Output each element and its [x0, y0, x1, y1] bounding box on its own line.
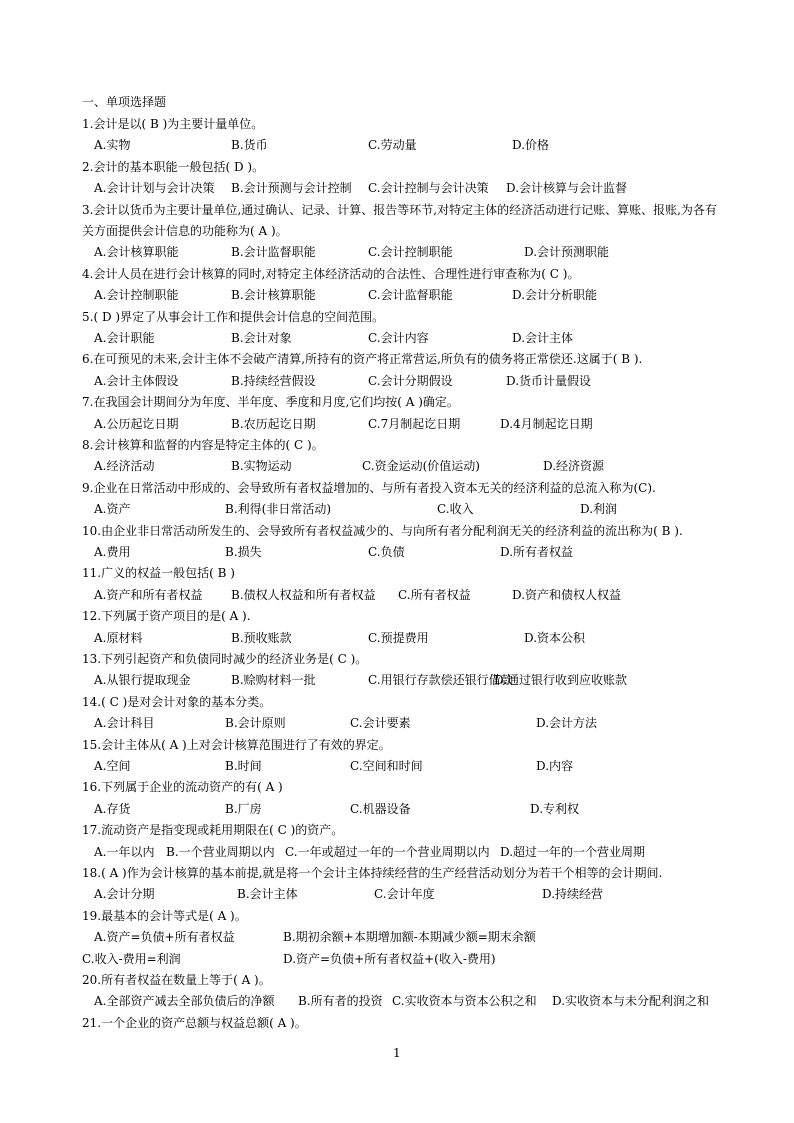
- option-item: C.负债: [368, 545, 405, 559]
- option-item: D.价格: [512, 138, 550, 153]
- question-line: [82, 823, 722, 837]
- options-line: [0, 588, 794, 602]
- question-line: [82, 566, 722, 580]
- option-item: A.空间: [94, 759, 131, 773]
- option-item: D.经济资源: [543, 459, 605, 474]
- question-text: 6.在可预见的未来,会计主体不会破产清算,所持有的资产将正常营运,所负有的债务将正常偿还.这属于( B ).: [82, 352, 643, 367]
- option-item: B.农历起讫日期: [231, 416, 316, 431]
- options-line: [0, 759, 794, 773]
- option-item: C.一年或超过一年的一个营业周期以内: [285, 844, 490, 859]
- option-item: C.会计分期假设: [368, 373, 453, 388]
- option-item: D.所有者权益: [500, 545, 574, 559]
- option-item: C.收入: [437, 502, 474, 517]
- option-item: C.实收资本与资本公积之和: [392, 994, 537, 1009]
- option-item: D.会计分析职能: [512, 288, 598, 303]
- option-item: A.从银行提取现金: [94, 673, 191, 688]
- question-text: 13.下列引起资产和负债同时减少的经济业务是( C )。: [82, 652, 368, 666]
- options-line: [0, 181, 794, 195]
- option-item: D.内容: [536, 759, 574, 773]
- option-item: A.资产和所有者权益: [94, 587, 203, 602]
- options-line: [0, 930, 794, 944]
- option-item: A.存货: [94, 801, 131, 816]
- question-text: 18.( A )作为会计核算的基本前提,就是将一个会计主体持续经营的生产经营活动划分为若干个相等的会计期间.: [82, 866, 663, 880]
- question-text: 5.( D )界定了从事会计工作和提供会计信息的空间范围。: [82, 309, 385, 324]
- option-item: D.资产和债权人权益: [512, 587, 622, 602]
- option-item: A.费用: [94, 545, 131, 559]
- option-item: B.损失: [225, 545, 262, 559]
- option-item: A.实物: [94, 138, 131, 153]
- option-item: C.机器设备: [350, 801, 411, 816]
- option-item: D.4月制起讫日期: [500, 416, 593, 431]
- option-item: D.资本公积: [524, 630, 586, 645]
- question-line: [82, 652, 722, 666]
- question-text: 16.下列属于企业的流动资产的有( A ): [82, 780, 283, 795]
- option-item: B.预收账款: [231, 630, 292, 645]
- question-text: 17.流动资产是指变现或耗用期限在( C )的资产。: [82, 823, 344, 838]
- option-item: A.会计科目: [94, 716, 155, 731]
- question-text: 3.会计以货币为主要计量单位,通过确认、记录、计算、报告等环节,对特定主体的经济活动进行记账、算账、报账,为各有: [82, 202, 717, 217]
- question-line: [82, 973, 722, 987]
- options-line: [0, 417, 794, 431]
- question-text: 11.广义的权益一般包括( B ): [82, 566, 235, 581]
- question-text: 19.最基本的会计等式是( A )。: [82, 908, 247, 923]
- question-text: 关方面提供会计信息的功能称为( A )。: [82, 224, 288, 238]
- option-item: C.会计年度: [374, 887, 435, 902]
- options-line: [0, 952, 794, 966]
- options-line: [0, 545, 794, 559]
- option-item: A.资产=负债+所有者权益: [94, 930, 235, 945]
- question-line: [82, 609, 722, 623]
- option-item: B.实物运动: [231, 459, 292, 474]
- question-line: [82, 117, 722, 131]
- options-line: [0, 502, 794, 516]
- option-item: A.全部资产减去全部负债后的净额: [94, 994, 275, 1009]
- option-item: B.会计监督职能: [231, 245, 316, 260]
- question-text: 10.由企业非日常活动所发生的、会导致所有者权益减少的、与向所有者分配利润无关的经济利益的流出称为( B ).: [82, 523, 683, 538]
- question-line: [82, 481, 722, 495]
- option-item: C.收入-费用=利润: [82, 951, 181, 966]
- section-title: 一、单项选择题: [82, 95, 167, 109]
- question-text: 14.( C )是对会计对象的基本分类。: [82, 694, 272, 709]
- option-item: D.持续经营: [542, 887, 604, 902]
- option-item: C.用银行存款偿还银行借款: [368, 673, 513, 688]
- question-line: [82, 352, 722, 366]
- options-line: [0, 631, 794, 645]
- question-text: 9.企业在日常活动中形成的、会导致所有者权益增加的、与所有者投入资本无关的经济利益的总流入称为(C).: [82, 480, 656, 495]
- options-line: [0, 994, 794, 1008]
- option-item: D.会计预测职能: [524, 245, 610, 260]
- option-item: D.实收资本与未分配利润之和: [552, 994, 710, 1009]
- question-text: 4.会计人员在进行会计核算的同时,对特定主体经济活动的合法性、合理性进行审查称为( C )。: [82, 266, 580, 281]
- option-item: A.公历起讫日期: [94, 416, 179, 431]
- question-line: [82, 438, 722, 452]
- option-item: D.会计方法: [536, 716, 598, 731]
- option-item: B.债权人权益和所有者权益: [231, 587, 376, 602]
- option-item: D.专利权: [530, 801, 580, 816]
- option-item: A.原材料: [94, 630, 143, 645]
- option-item: C.劳动量: [368, 138, 417, 153]
- option-item: D.货币计量假设: [506, 373, 592, 388]
- option-item: B.一个营业周期以内: [166, 844, 275, 859]
- option-item: D.资产=负债+所有者权益+(收入-费用): [283, 951, 496, 966]
- question-text: 2.会计的基本职能一般包括( D )。: [82, 159, 265, 174]
- options-line: [0, 331, 794, 345]
- option-item: A.资产: [94, 502, 131, 517]
- option-item: B.时间: [225, 759, 262, 773]
- question-text: 1.会计是以( B )为主要计量单位。: [82, 117, 264, 131]
- option-item: B.货币: [231, 138, 268, 153]
- question-text: 8.会计核算和监督的内容是特定主体的( C )。: [82, 438, 324, 452]
- options-line: [0, 245, 794, 259]
- option-item: C.会计监督职能: [368, 288, 453, 303]
- question-line: [82, 224, 722, 238]
- option-item: D.超过一年的一个营业周期: [500, 844, 646, 859]
- page-number: 1: [393, 1046, 401, 1060]
- question-line: [82, 160, 722, 174]
- option-item: A.一年以内: [94, 844, 155, 859]
- question-text: 7.在我国会计期间分为年度、半年度、季度和月度,它们均按( A )确定。: [82, 395, 459, 410]
- options-line: [0, 673, 794, 687]
- option-item: B.会计预测与会计控制: [231, 181, 352, 196]
- option-item: C.7月制起讫日期: [368, 416, 461, 431]
- question-text: 20.所有者权益在数量上等于( A )。: [82, 973, 271, 987]
- question-line: [82, 866, 722, 880]
- question-line: [82, 909, 722, 923]
- option-item: B.会计主体: [237, 887, 298, 902]
- question-line: [82, 524, 722, 538]
- option-item: B.会计对象: [231, 331, 292, 345]
- options-line: [0, 716, 794, 730]
- question-text: 12.下列属于资产项目的是( A ).: [82, 609, 251, 624]
- option-item: A.会计核算职能: [94, 245, 179, 260]
- option-item: C.会计控制与会计决策: [368, 181, 489, 196]
- option-item: C.会计内容: [368, 331, 429, 345]
- options-line: [0, 288, 794, 302]
- option-item: C.资金运动(价值运动): [362, 459, 480, 474]
- option-item: B.赊购材料一批: [231, 673, 316, 688]
- option-item: C.会计控制职能: [368, 245, 453, 260]
- question-text: 21.一个企业的资产总额与权益总额( A )。: [82, 1015, 307, 1030]
- option-item: B.会计核算职能: [231, 288, 316, 303]
- options-line: [0, 459, 794, 473]
- options-line: [0, 887, 794, 901]
- option-item: B.持续经营假设: [231, 373, 316, 388]
- option-item: A.经济活动: [94, 459, 155, 474]
- question-text: 15.会计主体从( A )上对会计核算范围进行了有效的界定。: [82, 737, 391, 752]
- options-line: [0, 802, 794, 816]
- option-item: D.会计核算与会计监督: [506, 181, 628, 196]
- option-item: D.通过银行收到应收账款: [494, 673, 628, 688]
- question-line: [82, 310, 722, 324]
- option-item: B.期初余额+本期增加额-本期减少额=期末余额: [283, 930, 536, 945]
- option-item: B.所有者的投资: [298, 994, 383, 1009]
- option-item: D.会计主体: [512, 331, 574, 345]
- options-line: [0, 138, 794, 152]
- question-line: [82, 395, 722, 409]
- option-item: A.会计分期: [94, 887, 155, 902]
- option-item: C.所有者权益: [398, 587, 471, 602]
- option-item: C.预提费用: [368, 630, 429, 645]
- question-line: [82, 203, 722, 217]
- option-item: B.厂房: [225, 801, 262, 816]
- question-line: [82, 738, 722, 752]
- options-line: [0, 845, 794, 859]
- options-line: [0, 374, 794, 388]
- question-line: [82, 1016, 722, 1030]
- option-item: B.会计原则: [225, 716, 286, 731]
- option-item: A.会计职能: [94, 331, 155, 345]
- option-item: D.利润: [580, 502, 618, 517]
- question-line: [82, 695, 722, 709]
- question-line: [82, 780, 722, 794]
- option-item: B.利得(非日常活动): [225, 502, 331, 517]
- option-item: A.会计控制职能: [94, 288, 179, 303]
- option-item: A.会计计划与会计决策: [94, 181, 215, 196]
- question-line: [82, 267, 722, 281]
- option-item: C.空间和时间: [350, 759, 423, 773]
- option-item: C.会计要素: [350, 716, 411, 731]
- option-item: A.会计主体假设: [94, 373, 179, 388]
